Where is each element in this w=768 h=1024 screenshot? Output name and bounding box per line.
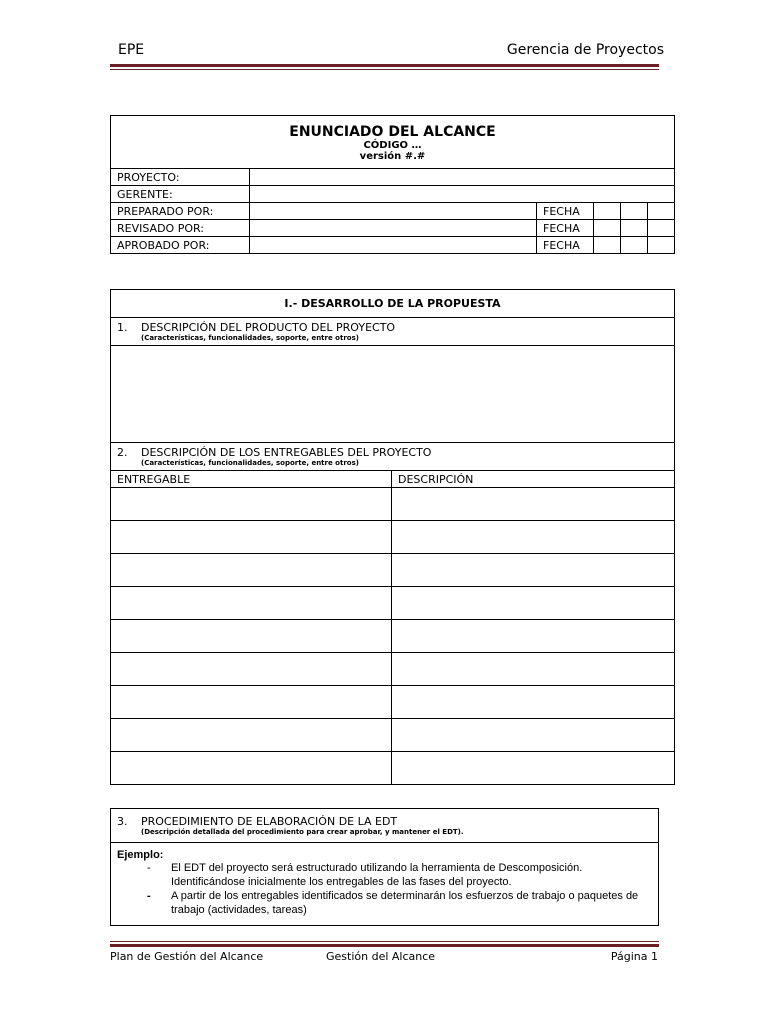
scope-title: ENUNCIADO DEL ALCANCE <box>289 124 496 140</box>
procedure-title: PROCEDIMIENTO DE ELABORACIÓN DE LA EDT <box>141 815 398 828</box>
footer-center: Gestión del Alcance <box>326 950 436 963</box>
item1-content-area[interactable] <box>111 346 675 443</box>
procedure-number: 3. <box>117 815 128 828</box>
date-cell[interactable] <box>621 203 648 220</box>
descripcion-cell[interactable] <box>392 752 675 785</box>
entregable-cell[interactable] <box>111 587 392 620</box>
header-rule <box>110 64 659 67</box>
entregable-cell[interactable] <box>111 554 392 587</box>
item2-title: DESCRIPCIÓN DE LOS ENTREGABLES DEL PROYECTO <box>141 446 432 459</box>
footer-rule <box>110 944 659 947</box>
date-cell[interactable] <box>648 220 675 237</box>
descripcion-cell[interactable] <box>392 620 675 653</box>
date-cell[interactable] <box>621 220 648 237</box>
date-cell[interactable] <box>594 203 621 220</box>
entregable-cell[interactable] <box>111 752 392 785</box>
column-descripcion: DESCRIPCIÓN <box>392 471 675 488</box>
label-proyecto: PROYECTO: <box>111 169 250 186</box>
footer-page: Página 1 <box>610 950 658 963</box>
scope-code: CÓDIGO … <box>363 140 422 151</box>
descripcion-cell[interactable] <box>392 587 675 620</box>
item2-header <box>111 443 675 471</box>
scope-table <box>110 115 675 254</box>
procedure-content <box>111 843 659 926</box>
date-cell[interactable] <box>648 203 675 220</box>
item1-number: 1. <box>117 321 128 334</box>
scope-title-cell <box>111 116 675 169</box>
scope-version: versión #.# <box>359 151 426 162</box>
footer-left: Plan de Gestión del Alcance <box>110 950 264 963</box>
date-cell[interactable] <box>594 237 621 254</box>
procedure-bullet <box>117 861 652 889</box>
header-right: Gerencia de Proyectos <box>506 42 664 58</box>
entregable-cell[interactable] <box>111 686 392 719</box>
development-title: I.- DESARROLLO DE LA PROPUESTA <box>111 290 675 318</box>
procedure-bullet <box>117 889 652 917</box>
item2-number: 2. <box>117 446 128 459</box>
bullet-text: A partir de los entregables identificados se determinarán los esfuerzos de trabajo o paquetes de trabajo (actividades, tareas) <box>171 890 639 916</box>
descripcion-cell[interactable] <box>392 719 675 752</box>
column-entregable: ENTREGABLE <box>111 471 392 488</box>
date-cell[interactable] <box>621 237 648 254</box>
bullet-text: El EDT del proyecto será estructurado utilizando la herramienta de Descomposición. Identificándose inicialmente los entregables de las fases del proyecto. <box>171 862 583 888</box>
header-rule-thin <box>110 69 659 70</box>
descripcion-cell[interactable] <box>392 488 675 521</box>
field-revisado[interactable] <box>250 220 537 237</box>
descripcion-cell[interactable] <box>392 686 675 719</box>
field-proyecto[interactable] <box>250 169 675 186</box>
label-revisado: REVISADO POR: <box>111 220 250 237</box>
procedure-table <box>110 808 659 926</box>
item1-note: (Características, funcionalidades, soporte, entre otros) <box>141 334 359 342</box>
entregable-cell[interactable] <box>111 521 392 554</box>
label-aprobado: APROBADO POR: <box>111 237 250 254</box>
descripcion-cell[interactable] <box>392 521 675 554</box>
procedure-header <box>111 809 659 843</box>
label-preparado: PREPARADO POR: <box>111 203 250 220</box>
item1-title: DESCRIPCIÓN DEL PRODUCTO DEL PROYECTO <box>141 321 396 334</box>
entregable-cell[interactable] <box>111 620 392 653</box>
bullet-dash: - <box>147 862 151 874</box>
procedure-note: (Descripción detallada del procedimiento para crear aprobar, y mantener el EDT). <box>141 828 464 836</box>
entregable-cell[interactable] <box>111 488 392 521</box>
label-gerente: GERENTE: <box>111 186 250 203</box>
footer-rule-thin <box>110 941 659 942</box>
descripcion-cell[interactable] <box>392 554 675 587</box>
descripcion-cell[interactable] <box>392 653 675 686</box>
fecha-label-aprobado: FECHA <box>537 237 594 254</box>
fecha-label-revisado: FECHA <box>537 220 594 237</box>
entregable-cell[interactable] <box>111 653 392 686</box>
example-label: Ejemplo: <box>117 849 164 861</box>
item1-header <box>111 318 675 346</box>
entregable-cell[interactable] <box>111 719 392 752</box>
date-cell[interactable] <box>594 220 621 237</box>
field-gerente[interactable] <box>250 186 675 203</box>
date-cell[interactable] <box>648 237 675 254</box>
field-aprobado[interactable] <box>250 237 537 254</box>
field-preparado[interactable] <box>250 203 537 220</box>
development-table <box>110 289 675 785</box>
item2-note: (Características, funcionalidades, soporte, entre otros) <box>141 459 359 467</box>
header-left: EPE <box>118 42 145 58</box>
fecha-label-preparado: FECHA <box>537 203 594 220</box>
bullet-dash: - <box>147 890 151 902</box>
